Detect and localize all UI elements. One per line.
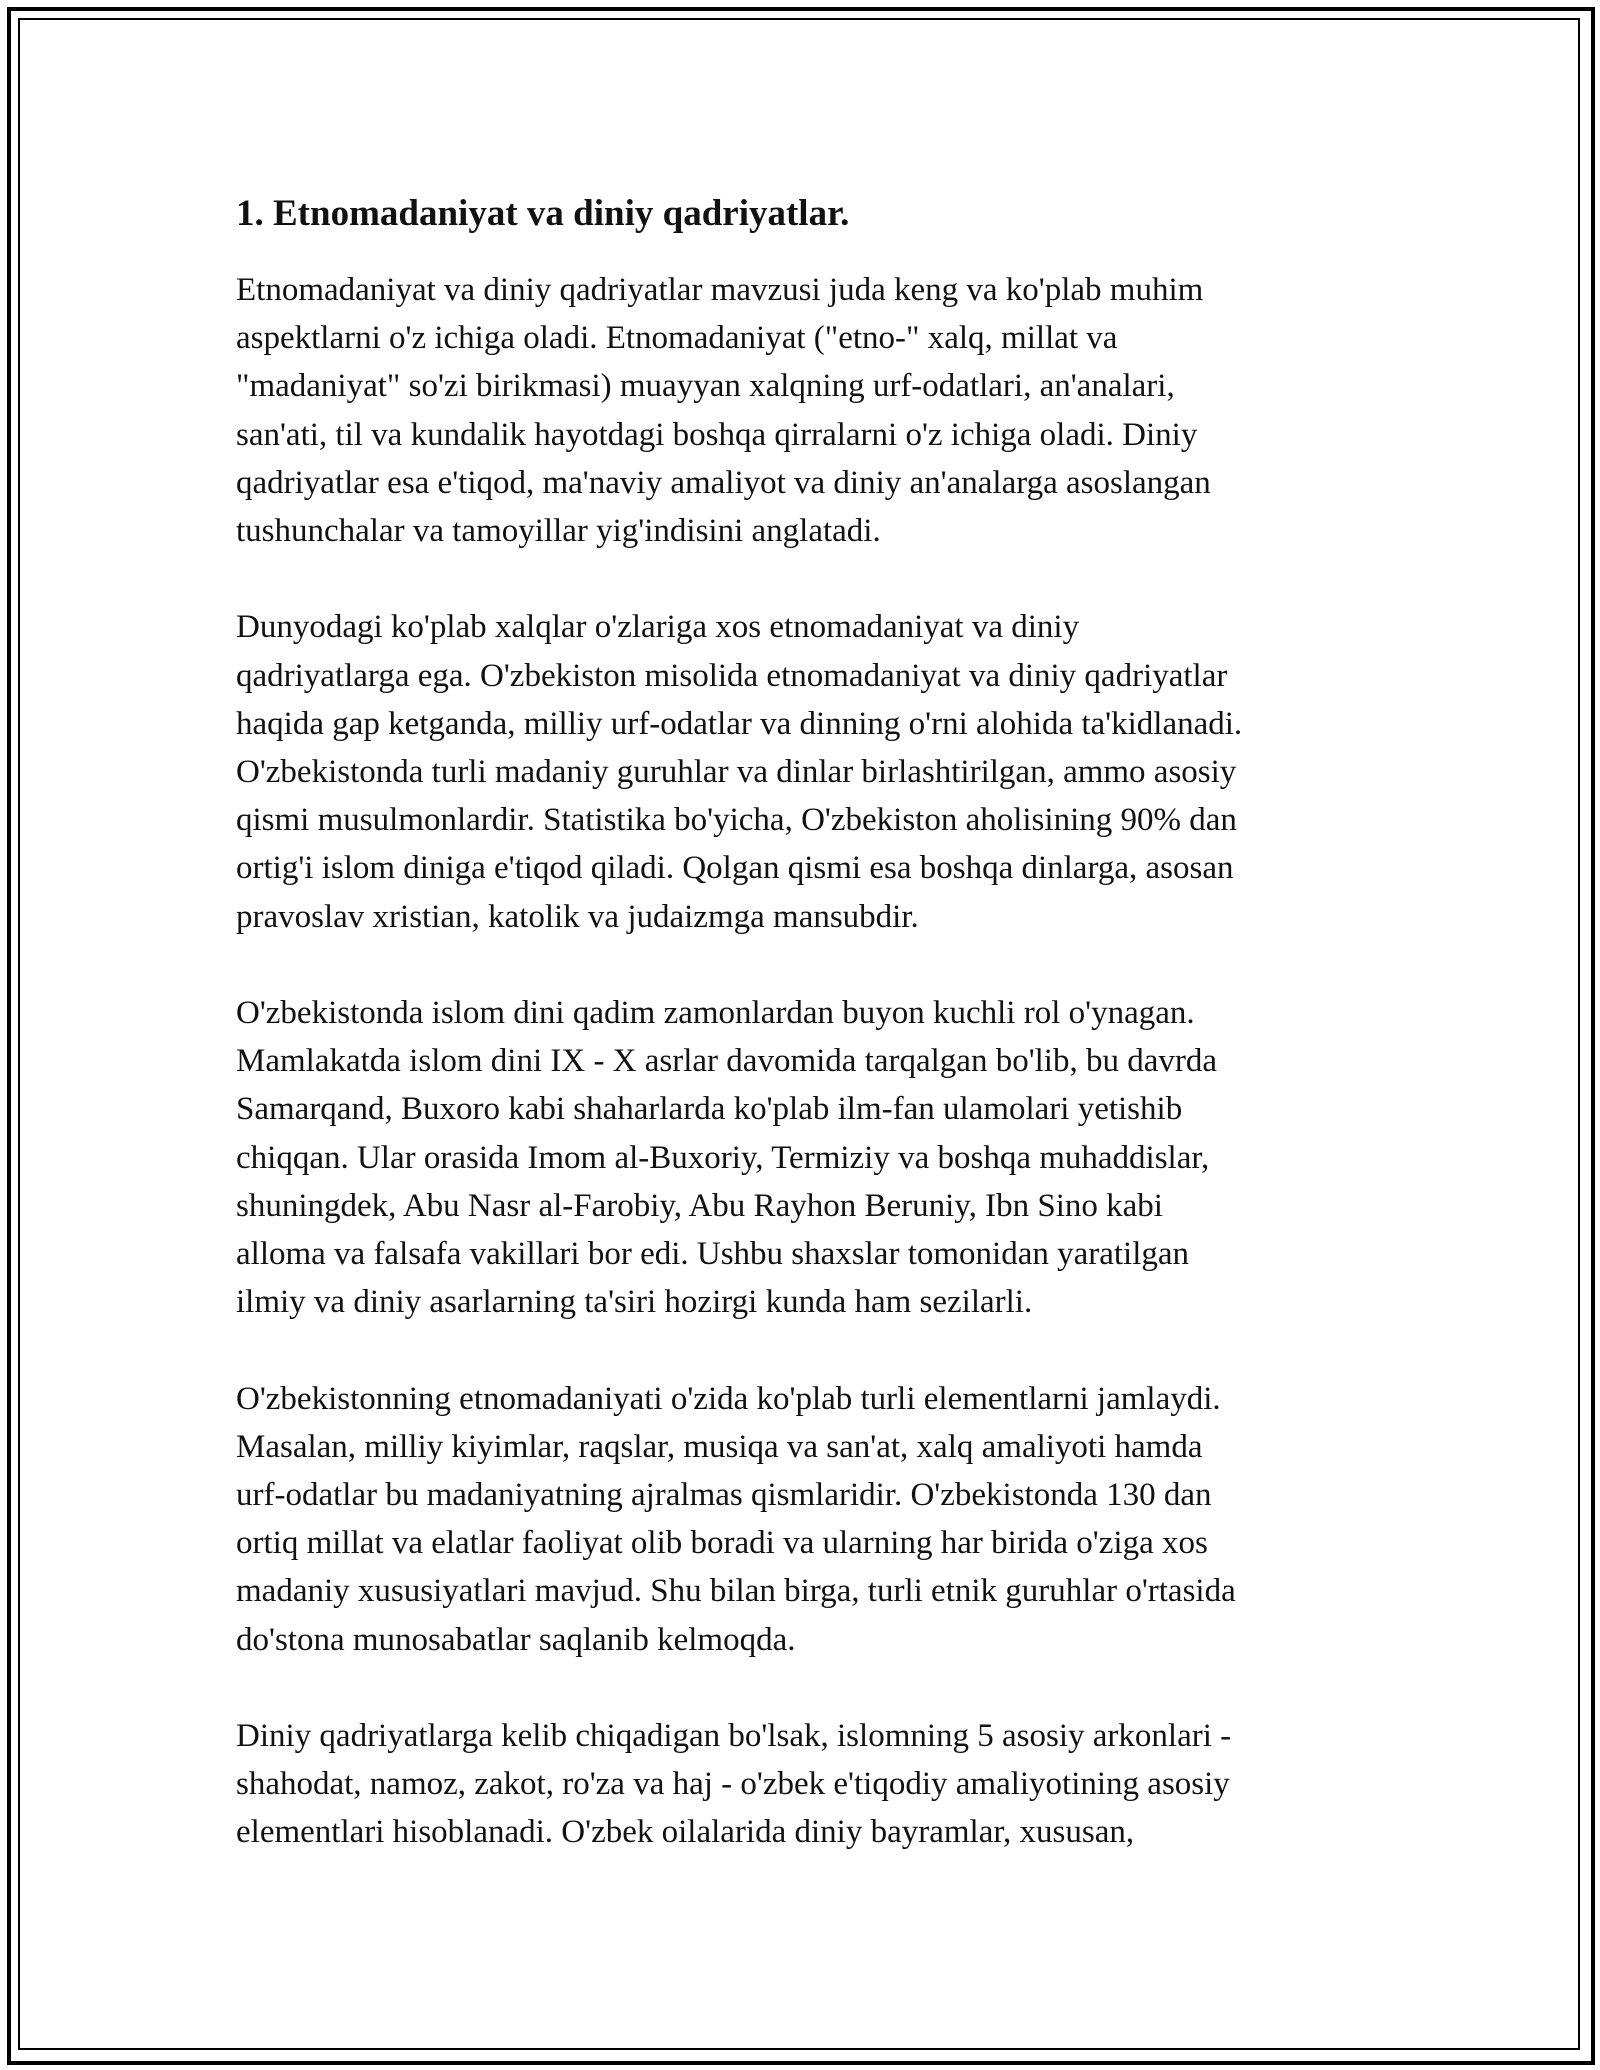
text-line: elementlari hisoblanadi. O'zbek oilalarida diniy bayramlar, xususan, — [236, 1814, 1135, 1851]
paragraph-3 — [236, 989, 1376, 1326]
text-line: tushunchalar va tamoyillar yig'indisini anglatadi. — [236, 513, 881, 550]
text-line: shuningdek, Abu Nasr al-Farobiy, Abu Rayhon Beruniy, Ibn Sino kabi — [236, 1187, 1163, 1224]
section-heading: 1. Etnomadaniyat va diniy qadriyatlar. — [236, 193, 850, 234]
text-line: Samarqand, Buxoro kabi shaharlarda ko'plab ilm-fan ulamolari yetishib — [236, 1091, 1183, 1128]
text-line: O'zbekistonda turli madaniy guruhlar va dinlar birlashtirilgan, ammo asosiy — [236, 754, 1237, 791]
document-body — [236, 190, 1376, 1905]
text-line: Mamlakatda islom dini IX - X asrlar davomida tarqalgan bo'lib, bu davrda — [236, 1043, 1218, 1080]
text-line: qadriyatlarga ega. O'zbekiston misolida etnomadaniyat va diniy qadriyatlar — [236, 657, 1228, 694]
text-line: pravoslav xristian, katolik va judaizmga mansubdir. — [236, 898, 919, 935]
text-line: O'zbekistonda islom dini qadim zamonlardan buyon kuchli rol o'ynagan. — [236, 995, 1195, 1032]
text-line: urf-odatlar bu madaniyatning ajralmas qismlaridir. O'zbekistonda 130 dan — [236, 1477, 1212, 1514]
text-line: shahodat, namoz, zakot, ro'za va haj - o'zbek e'tiqodiy amaliyotining asosiy — [236, 1766, 1230, 1803]
text-line: ilmiy va diniy asarlarning ta'siri hozirgi kunda ham sezilarli. — [236, 1284, 1033, 1321]
text-line: Diniy qadriyatlarga kelib chiqadigan bo'lsak, islomning 5 asosiy arkonlari - — [236, 1718, 1232, 1755]
text-line: ortig'i islom diniga e'tiqod qiladi. Qolgan qismi esa boshqa dinlarga, asosan — [236, 850, 1234, 887]
text-line: do'stona munosabatlar saqlanib kelmoqda. — [236, 1621, 796, 1658]
text-line: qismi musulmonlardir. Statistika bo'yicha, O'zbekiston aholisining 90% dan — [236, 802, 1237, 839]
text-line: san'ati, til va kundalik hayotdagi boshqa qirralarni o'z ichiga oladi. Diniy — [236, 416, 1198, 453]
text-line: Masalan, milliy kiyimlar, raqslar, musiqa va san'at, xalq amaliyoti hamda — [236, 1428, 1203, 1465]
paragraph-4 — [236, 1375, 1376, 1664]
text-line: Dunyodagi ko'plab xalqlar o'zlariga xos etnomadaniyat va diniy — [236, 609, 1080, 646]
text-line: madaniy xususiyatlari mavjud. Shu bilan birga, turli etnik guruhlar o'rtasida — [236, 1573, 1236, 1610]
text-line: qadriyatlar esa e'tiqod, ma'naviy amaliyot va diniy an'analarga asoslangan — [236, 464, 1211, 501]
paragraph-5 — [236, 1712, 1376, 1857]
text-line: O'zbekistonning etnomadaniyati o'zida ko'plab turli elementlarni jamlaydi. — [236, 1380, 1221, 1417]
text-line: ortiq millat va elatlar faoliyat olib boradi va ularning har birida o'ziga xos — [236, 1525, 1208, 1562]
text-line: aspektlarni o'z ichiga oladi. Etnomadaniyat ("etno-" xalq, millat va — [236, 320, 1118, 357]
text-line: chiqqan. Ular orasida Imom al-Buxoriy, Termiziy va boshqa muhaddislar, — [236, 1139, 1210, 1176]
text-line: Etnomadaniyat va diniy qadriyatlar mavzusi juda keng va ko'plab muhim — [236, 272, 1204, 308]
text-line: haqida gap ketganda, milliy urf-odatlar va dinning o'rni alohida ta'kidlanadi. — [236, 705, 1243, 742]
paragraph-2 — [236, 603, 1376, 940]
text-line: alloma va falsafa vakillari bor edi. Ushbu shaxslar tomonidan yaratilgan — [236, 1236, 1190, 1273]
paragraph-1 — [236, 266, 1376, 555]
text-line: "madaniyat" so'zi birikmasi) muayyan xalqning urf-odatlari, an'analari, — [236, 368, 1175, 405]
